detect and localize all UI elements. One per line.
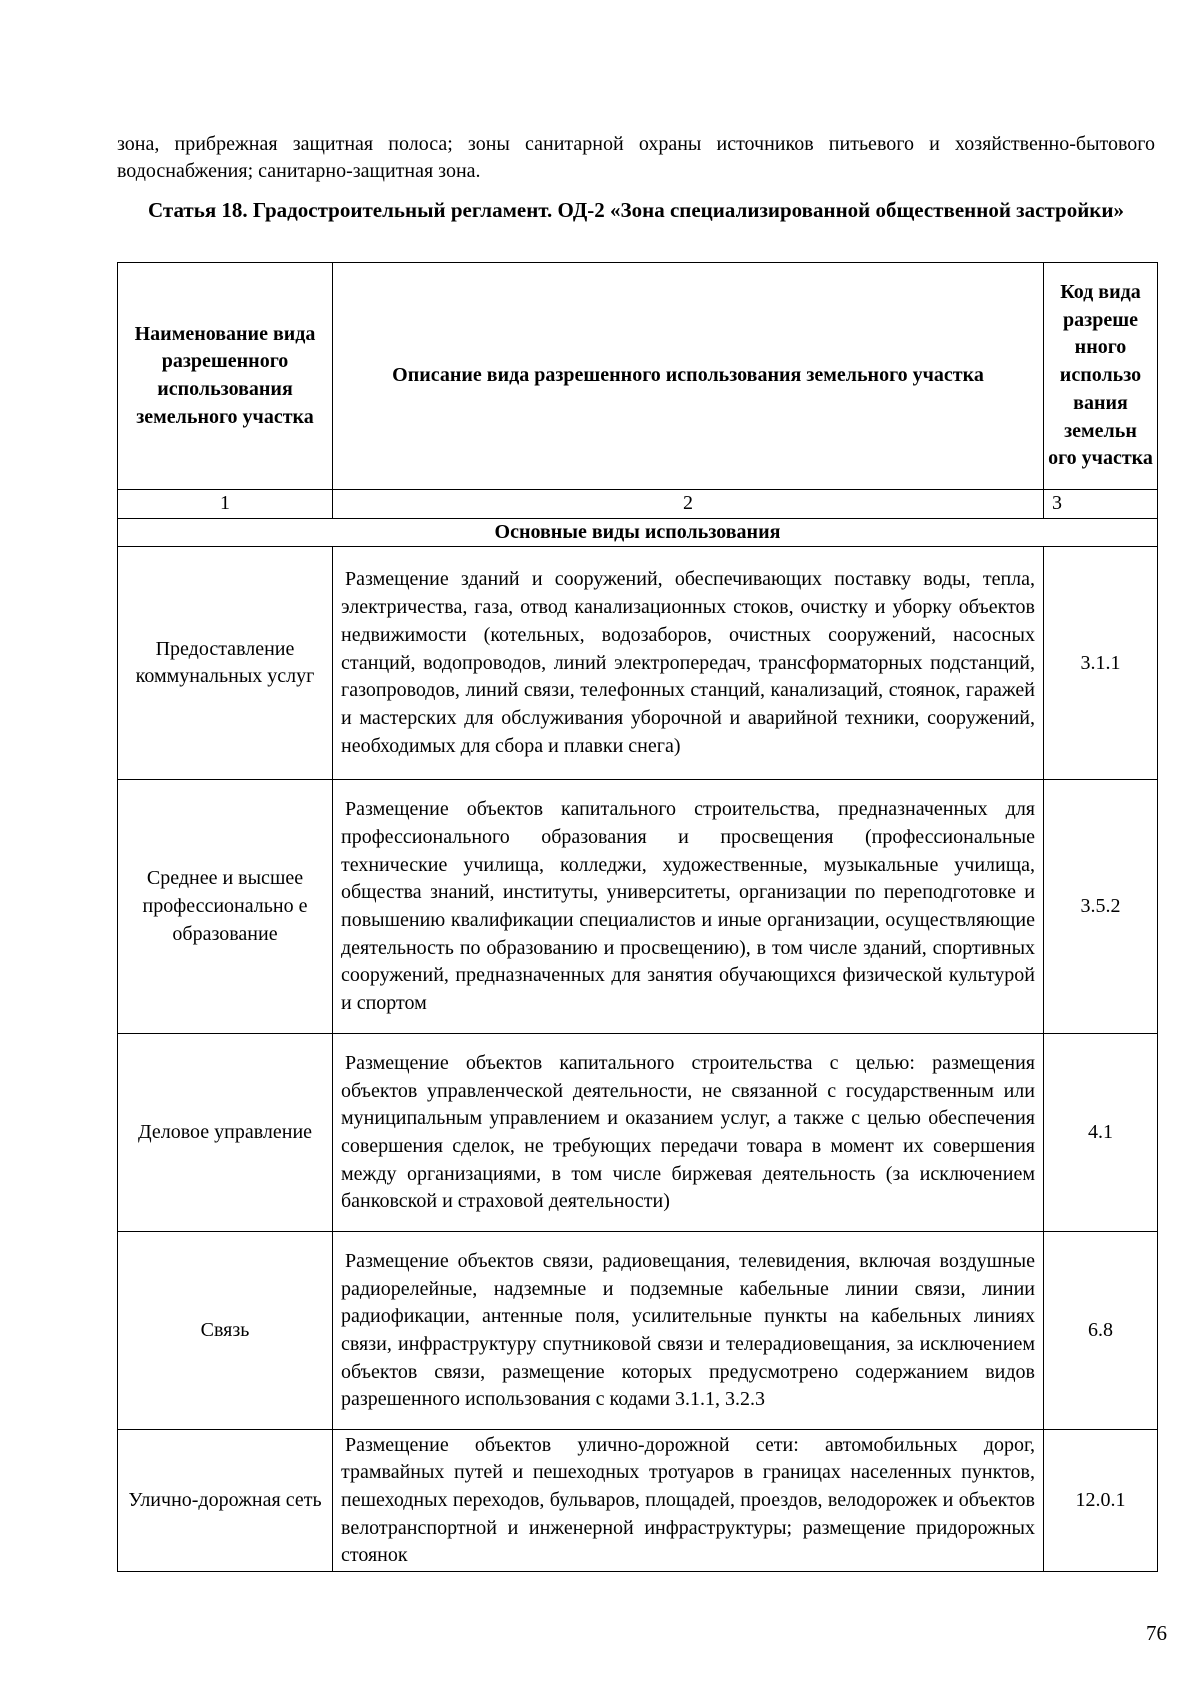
intro-paragraph: зона, прибрежная защитная полоса; зоны санитарной охраны источников питьевого и хозяйственно-бытового водоснабжения; санитарно-защитная зона. xyxy=(117,133,1155,182)
use-code: 3.1.1 xyxy=(1044,547,1158,780)
column-number: 3 xyxy=(1044,490,1158,519)
use-name: Среднее и высшее профессионально е образование xyxy=(118,780,333,1034)
column-number: 2 xyxy=(333,490,1044,519)
use-code: 3.5.2 xyxy=(1044,780,1158,1034)
use-description: Размещение объектов капитального строительства с целью: размещения объектов управленческой деятельности, не связанной с государственным или муниципальным управлением и оказанием услуг, а также с целью обеспечения совершения сделок, не требующих передачи товара в момент их совершения между организациями, в том числе биржевая деятельность (за исключением банковской и страховой деятельности) xyxy=(333,1034,1044,1232)
use-name: Связь xyxy=(118,1232,333,1430)
use-description: Размещение зданий и сооружений, обеспечивающих поставку воды, тепла, электричества, газа, отвод канализационных стоков, очистку и уборку объектов недвижимости (котельных, водозаборов, очистных сооружений, насосных станций, водопроводов, линий электропередач, трансформаторных подстанций, газопроводов, линий связи, телефонных станций, канализаций, стоянок, гаражей и мастерских для обслуживания уборочной и аварийной техники, сооружений, необходимых для сбора и плавки снега) xyxy=(333,547,1044,780)
table-row xyxy=(118,547,1158,780)
table-row xyxy=(118,1034,1158,1232)
column-number: 1 xyxy=(118,490,333,519)
table-row xyxy=(118,1430,1158,1572)
zoning-regulation-table xyxy=(117,262,1158,1572)
use-description: Размещение объектов связи, радиовещания, телевидения, включая воздушные радиорелейные, надземные и подземные кабельные линии связи, линии радиофикации, антенные поля, усилительные пункты на кабельных линиях связи, инфраструктуру спутниковой связи и телерадиовещания, за исключением объектов связи, размещение которых предусмотрено содержанием видов разрешенного использования с кодами 3.1.1, 3.2.3 xyxy=(333,1232,1044,1430)
article-title: Статья 18. Градостроительный регламент. ОД-2 «Зона специализированной общественной застройки» xyxy=(147,198,1124,222)
use-description: Размещение объектов улично-дорожной сети: автомобильных дорог, трамвайных путей и пешеходных тротуаров в границах населенных пунктов, пешеходных переходов, бульваров, площадей, проездов, велодорожек и объектов велотранспортной и инженерной инфраструктуры; размещение придорожных стоянок xyxy=(333,1430,1044,1572)
use-description: Размещение объектов капитального строительства, предназначенных для профессионального образования и просвещения (профессиональные технические училища, колледжи, художественные, музыкальные училища, общества знаний, институты, университеты, организации по переподготовке и повышению квалификации специалистов и иные организации, осуществляющие деятельность по образованию и просвещению), в том числе зданий, спортивных сооружений, предназначенных для занятия обучающихся физической культурой и спортом xyxy=(333,780,1044,1034)
table-header-row xyxy=(118,263,1158,490)
use-code: 6.8 xyxy=(1044,1232,1158,1430)
use-name: Улично-дорожная сеть xyxy=(118,1430,333,1572)
use-code: 12.0.1 xyxy=(1044,1430,1158,1572)
use-name: Деловое управление xyxy=(118,1034,333,1232)
page-number: 76 xyxy=(1146,1621,1167,1645)
section-title: Основные виды использования xyxy=(118,518,1158,547)
section-row xyxy=(118,518,1158,547)
use-code: 4.1 xyxy=(1044,1034,1158,1232)
header-use-description: Описание вида разрешенного использования земельного участка xyxy=(333,263,1044,490)
header-use-name: Наименование вида разрешенного использования земельного участка xyxy=(118,263,333,490)
column-number-row xyxy=(118,490,1158,519)
table-row xyxy=(118,780,1158,1034)
use-name: Предоставление коммунальных услуг xyxy=(118,547,333,780)
table-row xyxy=(118,1232,1158,1430)
header-use-code: Код вида разреше нного использо вания земельн ого участка xyxy=(1044,263,1158,490)
